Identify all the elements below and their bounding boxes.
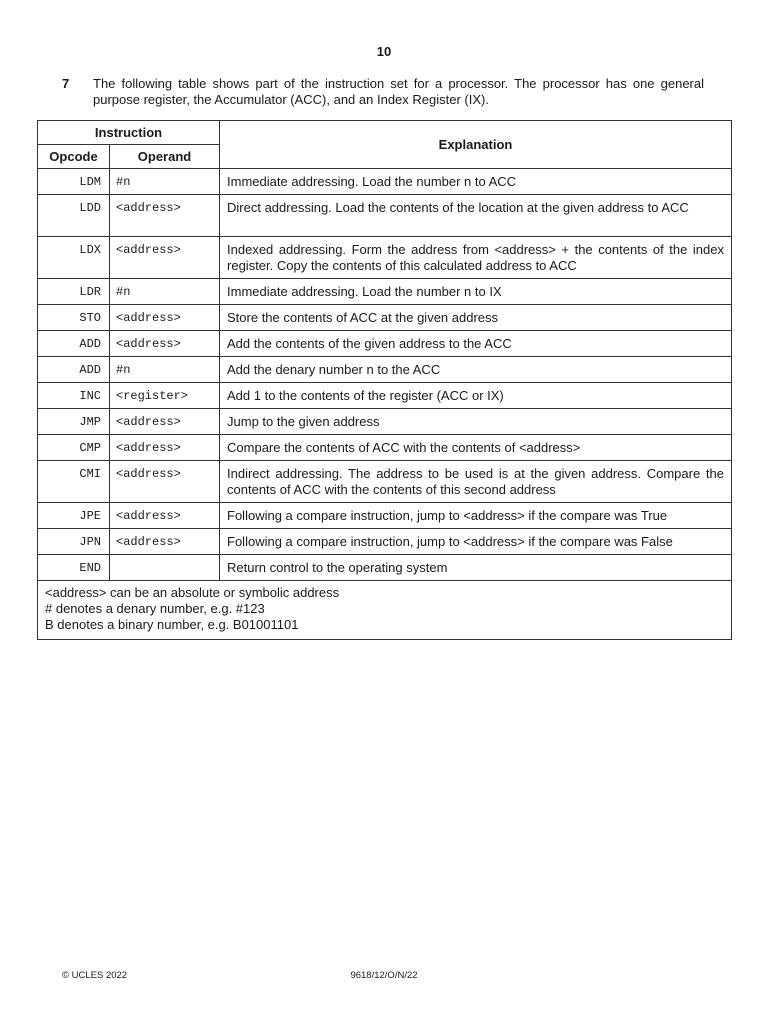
opcode-cell: LDR: [38, 279, 110, 305]
explanation-cell: Jump to the given address: [220, 409, 732, 435]
operand-cell: <address>: [110, 435, 220, 461]
table-row: [38, 383, 732, 409]
operand-cell: <address>: [110, 195, 220, 237]
opcode-cell: INC: [38, 383, 110, 409]
table-row: [38, 331, 732, 357]
explanation-cell: Return control to the operating system: [220, 555, 732, 581]
opcode-cell: END: [38, 555, 110, 581]
opcode-cell: JMP: [38, 409, 110, 435]
table-row: [38, 169, 732, 195]
explanation-cell: Following a compare instruction, jump to <address> if the compare was True: [220, 503, 732, 529]
explanation-cell: Direct addressing. Load the contents of the location at the given address to ACC: [220, 195, 732, 237]
table-row: [38, 357, 732, 383]
opcode-cell: LDM: [38, 169, 110, 195]
operand-cell: <address>: [110, 331, 220, 357]
table-row: [38, 555, 732, 581]
notes-row: [38, 581, 732, 640]
question-number: 7: [62, 76, 70, 91]
table-row: [38, 279, 732, 305]
explanation-cell: Indexed addressing. Form the address from <address> + the contents of the index register. Copy the contents of this calculated address to ACC: [220, 237, 732, 279]
opcode-cell: ADD: [38, 357, 110, 383]
question: [62, 76, 704, 108]
table-row: [38, 529, 732, 555]
page-number: 10: [376, 44, 392, 59]
opcode-cell: LDD: [38, 195, 110, 237]
explanation-cell: Add 1 to the contents of the register (ACC or IX): [220, 383, 732, 409]
explanation-cell: Immediate addressing. Load the number n to IX: [220, 279, 732, 305]
note-binary: B denotes a binary number, e.g. B01001101: [45, 617, 299, 632]
explanation-cell: Indirect addressing. The address to be used is at the given address. Compare the contents of ACC with the contents of this second address: [220, 461, 732, 503]
table-row: [38, 237, 732, 279]
operand-cell: [110, 555, 220, 581]
opcode-cell: LDX: [38, 237, 110, 279]
operand-cell: <register>: [110, 383, 220, 409]
table-row: [38, 503, 732, 529]
operand-cell: <address>: [110, 461, 220, 503]
opcode-cell: STO: [38, 305, 110, 331]
table-row: [38, 195, 732, 237]
explanation-cell: Store the contents of ACC at the given address: [220, 305, 732, 331]
opcode-header: Opcode: [38, 145, 110, 169]
question-text: The following table shows part of the instruction set for a processor. The processor has one general purpose register, the Accumulator (ACC), and an Index Register (IX).: [93, 76, 704, 107]
operand-header: Operand: [110, 145, 220, 169]
explanation-cell: Immediate addressing. Load the number n to ACC: [220, 169, 732, 195]
explanation-cell: Add the contents of the given address to the ACC: [220, 331, 732, 357]
note-address: <address> can be an absolute or symbolic address: [45, 585, 340, 600]
table-row: [38, 409, 732, 435]
table-row: [38, 435, 732, 461]
operand-cell: <address>: [110, 529, 220, 555]
opcode-cell: JPN: [38, 529, 110, 555]
operand-cell: <address>: [110, 409, 220, 435]
operand-cell: <address>: [110, 305, 220, 331]
explanation-header: Explanation: [220, 121, 732, 169]
instruction-set-table: [37, 120, 732, 640]
explanation-cell: Following a compare instruction, jump to <address> if the compare was False: [220, 529, 732, 555]
opcode-cell: JPE: [38, 503, 110, 529]
opcode-cell: CMP: [38, 435, 110, 461]
operand-cell: <address>: [110, 237, 220, 279]
operand-cell: <address>: [110, 503, 220, 529]
operand-cell: #n: [110, 357, 220, 383]
footer-code: 9618/12/O/N/22: [350, 970, 418, 981]
footer-copyright: © UCLES 2022: [62, 970, 128, 981]
table-row: [38, 461, 732, 503]
operand-cell: #n: [110, 279, 220, 305]
notes-cell: [38, 581, 732, 640]
operand-cell: #n: [110, 169, 220, 195]
explanation-cell: Compare the contents of ACC with the contents of <address>: [220, 435, 732, 461]
opcode-cell: CMI: [38, 461, 110, 503]
opcode-cell: ADD: [38, 331, 110, 357]
instruction-header: Instruction: [38, 121, 220, 145]
note-denary: # denotes a denary number, e.g. #123: [45, 601, 265, 616]
explanation-cell: Add the denary number n to the ACC: [220, 357, 732, 383]
table-row: [38, 305, 732, 331]
